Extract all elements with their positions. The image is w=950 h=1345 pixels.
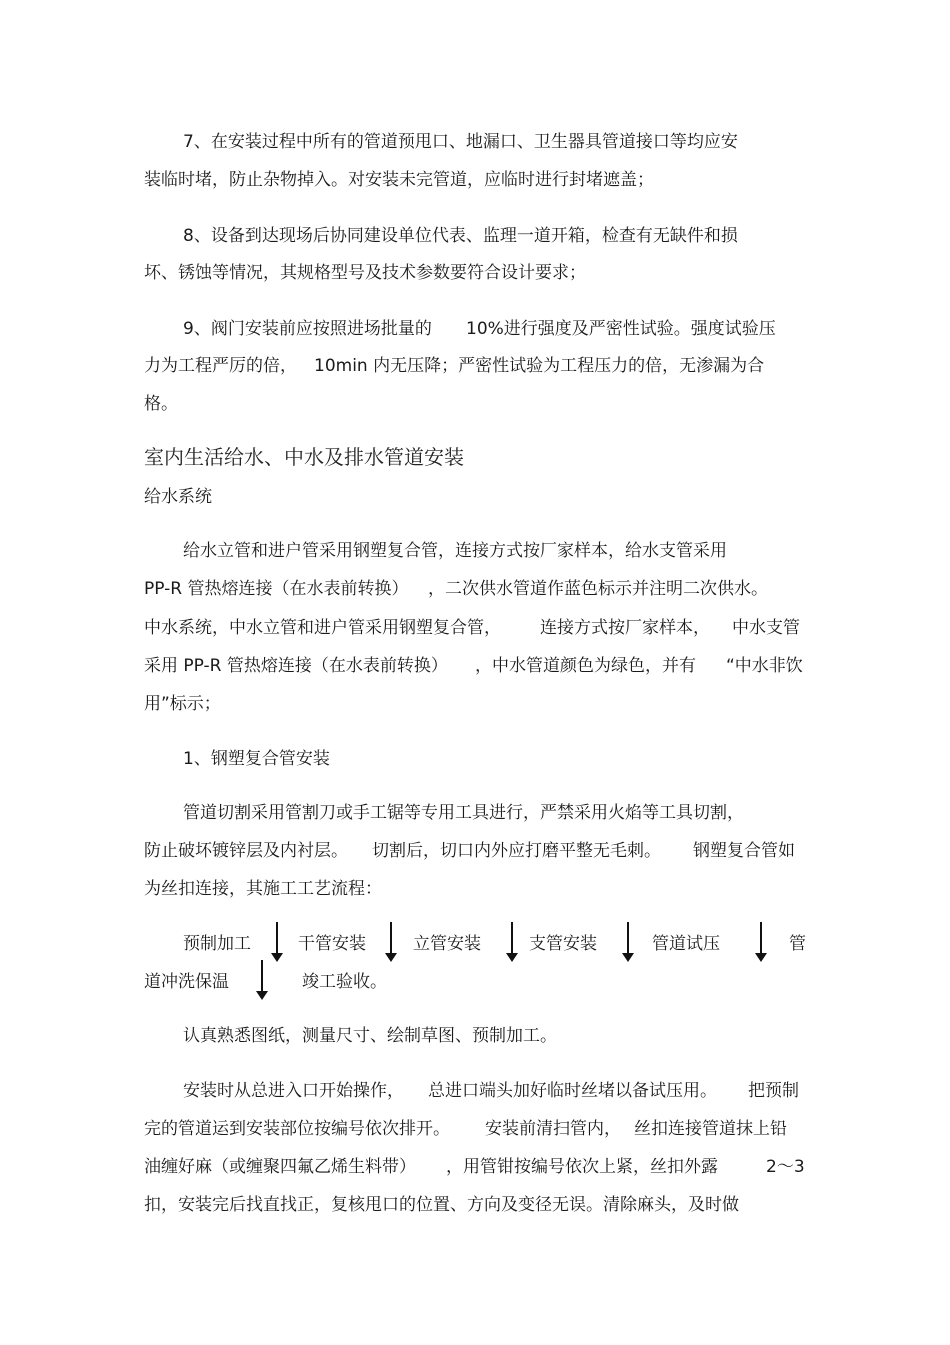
p9-line3: 格。 xyxy=(144,394,178,414)
flow-step-4: 支管安装 xyxy=(529,934,597,954)
supply-line4c: “中水非饮 xyxy=(726,656,803,676)
install-line2b: 安装前清扫管内， xyxy=(485,1119,621,1139)
install-line3b: ，用管钳按编号依次上紧，丝扣外露 xyxy=(446,1157,718,1177)
down-arrow-icon xyxy=(256,960,268,1000)
down-arrow-icon xyxy=(506,922,518,962)
install-line4: 扣，安装完后找直找正，复核甩口的位置、方向及变径无误。清除麻头，及时做 xyxy=(144,1195,739,1215)
section-heading: 室内生活给水、中水及排水管道安装 xyxy=(144,445,464,469)
flow-step-1: 预制加工 xyxy=(183,934,251,954)
install-line1b: 总进口端头加好临时丝堵以备试压用。 xyxy=(428,1081,717,1101)
p9-line2a: 力为工程严厉的倍， xyxy=(144,356,297,376)
down-arrow-icon xyxy=(755,922,767,962)
supply-line2b: ，二次供水管道作蓝色标示并注明二次供水。 xyxy=(428,579,768,599)
cut-line3: 为丝扣连接，其施工工艺流程： xyxy=(144,879,382,899)
install-line3a: 油缠好麻（或缠聚四氟乙烯生料带） xyxy=(144,1157,416,1177)
p9-line1a: 9、阀门安装前应按照进场批量的 xyxy=(183,319,432,339)
cut-line1: 管道切割采用管割刀或手工锯等专用工具进行，严禁采用火焰等工具切割， xyxy=(183,803,744,823)
cut-line2c: 钢塑复合管如 xyxy=(693,841,795,861)
flow-line2a: 道冲洗保温 xyxy=(144,972,229,992)
p8-line1: 8、设备到达现场后协同建设单位代表、监理一道开箱，检查有无缺件和损 xyxy=(183,226,738,246)
p9-line2b: 10min 内无压降；严密性试验为工程压力的倍，无渗漏为合 xyxy=(314,356,765,376)
p7-line2: 装临时堵，防止杂物掉入。对安装未完管道，应临时进行封堵遮盖； xyxy=(144,170,654,190)
subsection-heading: 给水系统 xyxy=(144,487,212,507)
supply-line4a: 采用 PP-R 管热熔连接（在水表前转换） xyxy=(144,656,448,676)
drawing-line: 认真熟悉图纸，测量尺寸、绘制草图、预制加工。 xyxy=(183,1026,557,1046)
supply-line2a: PP-R 管热熔连接（在水表前转换） xyxy=(144,579,409,599)
p7-line1: 7、在安装过程中所有的管道预甩口、地漏口、卫生器具管道接口等均应安 xyxy=(183,132,738,152)
supply-line3a: 中水系统，中水立管和进户管采用钢塑复合管， xyxy=(144,618,501,638)
install-line1c: 把预制 xyxy=(748,1081,799,1101)
down-arrow-icon xyxy=(622,922,634,962)
p9-line1b: 10%进行强度及严密性试验。强度试验压 xyxy=(466,319,776,339)
p8-line2: 坏、锈蚀等情况，其规格型号及技术参数要符合设计要求； xyxy=(144,263,586,283)
flow-step-3: 立管安装 xyxy=(413,934,481,954)
install-line2c: 丝扣连接管道抹上铅 xyxy=(634,1119,787,1139)
supply-line3c: 中水支管 xyxy=(732,618,800,638)
install-line2a: 完的管道运到安装部位按编号依次排开。 xyxy=(144,1119,450,1139)
item1-title: 1、钢塑复合管安装 xyxy=(183,749,330,769)
install-line3c: 2～3 xyxy=(766,1157,805,1177)
install-line1a: 安装时从总进入口开始操作， xyxy=(183,1081,404,1101)
down-arrow-icon xyxy=(271,922,283,962)
supply-line3b: 连接方式按厂家样本， xyxy=(540,618,710,638)
flow-step-2: 干管安装 xyxy=(298,934,366,954)
supply-line1: 给水立管和进户管采用钢塑复合管，连接方式按厂家样本，给水支管采用 xyxy=(183,541,727,561)
supply-line5: 用”标示； xyxy=(144,694,221,714)
flow-line2b: 竣工验收。 xyxy=(302,972,387,992)
flow-step-6: 管 xyxy=(789,934,806,954)
flow-step-5: 管道试压 xyxy=(652,934,720,954)
cut-line2a: 防止破坏镀锌层及内衬层。 xyxy=(144,841,348,861)
cut-line2b: 切割后，切口内外应打磨平整无毛刺。 xyxy=(372,841,661,861)
down-arrow-icon xyxy=(385,922,397,962)
supply-line4b: ，中水管道颜色为绿色，并有 xyxy=(475,656,696,676)
